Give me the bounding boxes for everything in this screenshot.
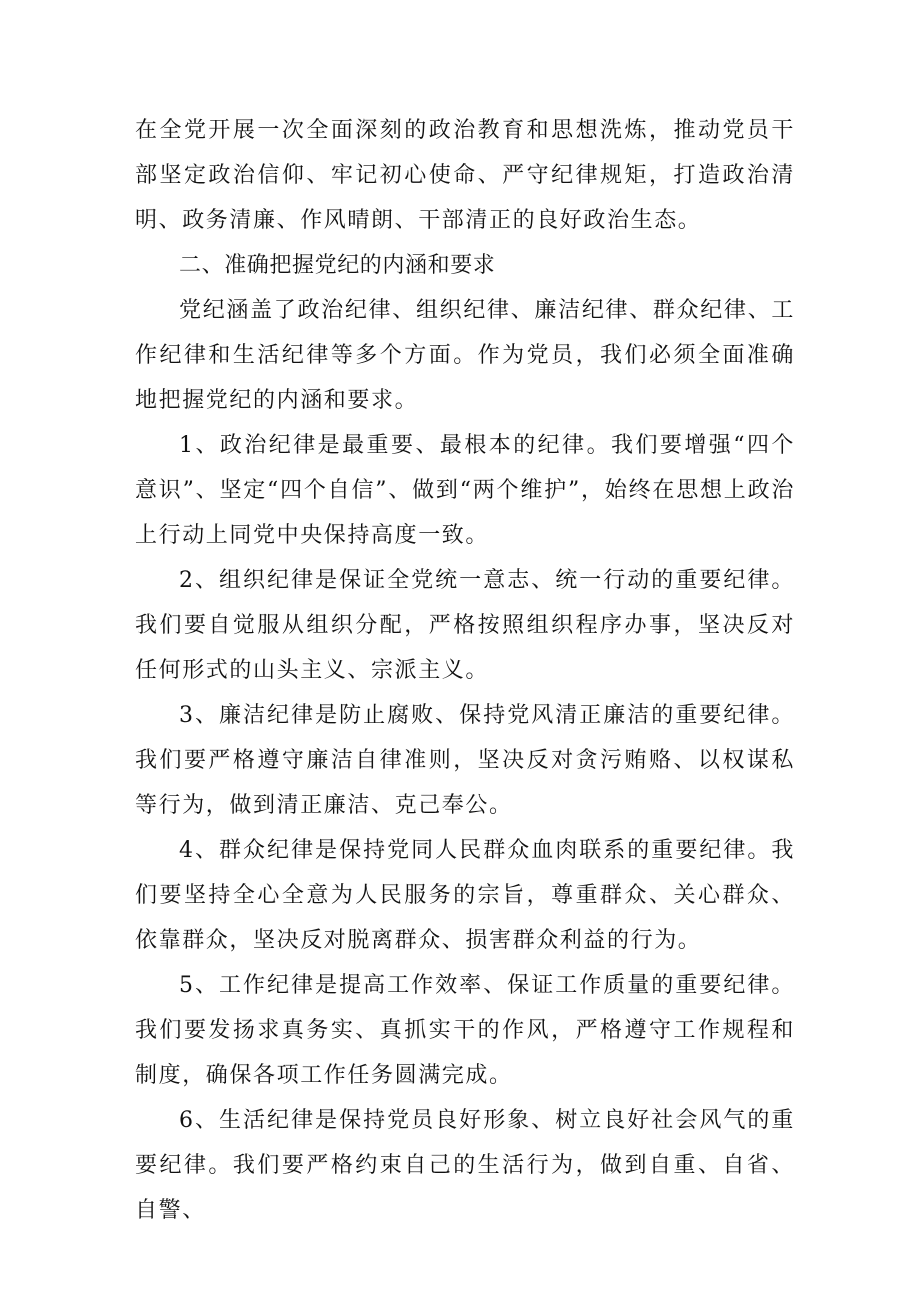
paragraph-mass-discipline: 4、群众纪律是保持党同人民群众血肉联系的重要纪律。我们要坚持全心全意为人民服务的宗旨，尊重群众、关心群众、依靠群众，坚决反对脱离群众、损害群众利益的行为。 (135, 838, 795, 953)
document-body (135, 108, 795, 1233)
paragraph-overview: 党纪涵盖了政治纪律、组织纪律、廉洁纪律、群众纪律、工作纪律和生活纪律等多个方面。作为党员，我们必须全面准确地把握党纪的内涵和要求。 (135, 298, 795, 413)
section-heading: 二、准确把握党纪的内涵和要求 (179, 253, 496, 278)
paragraph-political-discipline: 1、政治纪律是最重要、最根本的纪律。我们要增强“四个意识”、坚定“四个自信”、做到“两个维护”，始终在思想上政治上行动上同党中央保持高度一致。 (135, 433, 795, 548)
paragraph-life-discipline: 6、生活纪律是保持党员良好形象、树立良好社会风气的重要纪律。我们要严格约束自己的生活行为，做到自重、自省、自警、 (135, 1108, 795, 1223)
paragraph-work-discipline: 5、工作纪律是提高工作效率、保证工作质量的重要纪律。我们要发扬求真务实、真抓实干的作风，严格遵守工作规程和制度，确保各项工作任务圆满完成。 (135, 973, 795, 1088)
paragraph-integrity-discipline: 3、廉洁纪律是防止腐败、保持党风清正廉洁的重要纪律。我们要严格遵守廉洁自律准则，坚决反对贪污贿赂、以权谋私等行为，做到清正廉洁、克己奉公。 (135, 703, 795, 818)
paragraph-intro-continuation: 在全党开展一次全面深刻的政治教育和思想洗炼，推动党员干部坚定政治信仰、牢记初心使命、严守纪律规矩，打造政治清明、政务清廉、作风晴朗、干部清正的良好政治生态。 (135, 118, 795, 233)
paragraph-organizational-discipline: 2、组织纪律是保证全党统一意志、统一行动的重要纪律。我们要自觉服从组织分配，严格按照组织程序办事，坚决反对任何形式的山头主义、宗派主义。 (135, 568, 795, 683)
